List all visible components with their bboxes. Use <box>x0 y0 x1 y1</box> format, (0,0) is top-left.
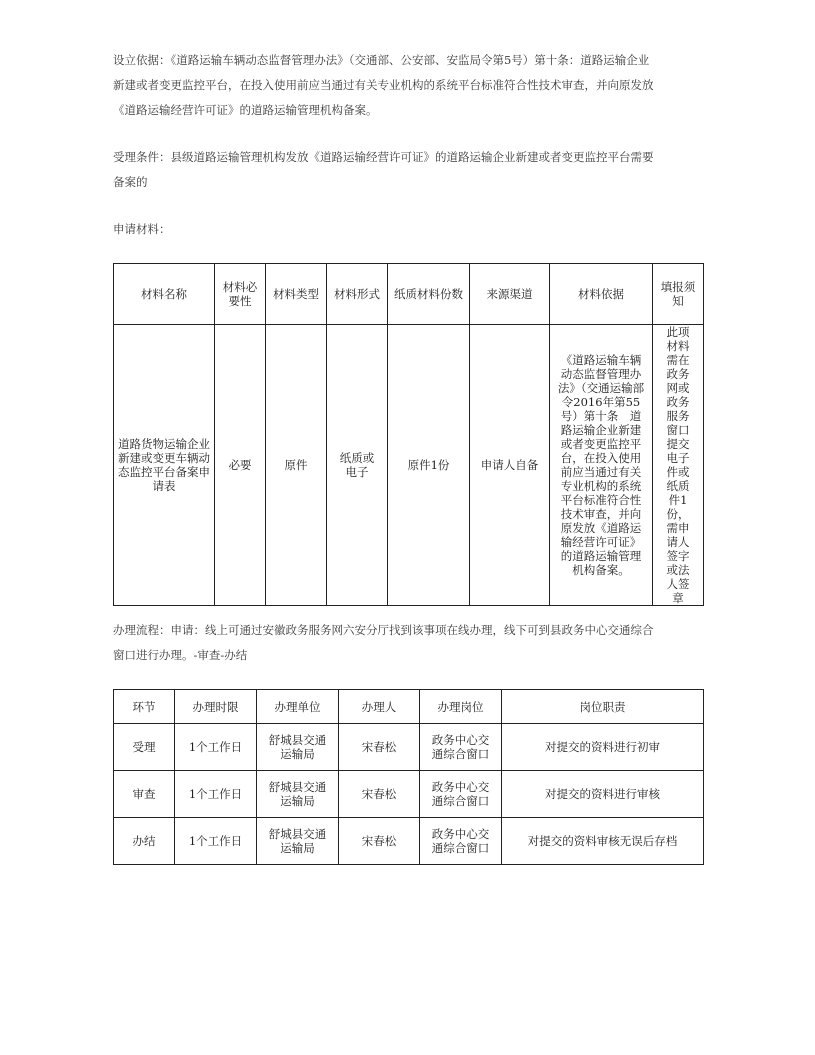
materials-heading: 申请材料： <box>113 222 171 236</box>
duty-cell: 对提交的资料审核无误后存档 <box>502 818 704 865</box>
header-cell: 材料依据 <box>550 264 653 325</box>
person-cell: 宋春松 <box>339 724 420 771</box>
conditions-line: 备案的 <box>113 175 148 189</box>
header-cell: 材料名称 <box>114 264 215 325</box>
material-copies-cell: 原件1份 <box>388 325 470 606</box>
person-cell: 宋春松 <box>339 818 420 865</box>
material-name-cell: 道路货物运输企业新建或变更车辆动态监控平台备案申请表 <box>114 325 215 606</box>
material-basis-cell: 《道路运输车辆动态监督管理办法》（交通运输部令2016年第55号）第十条 道路运输企业新建或者变更监控平台，在投入使用前应当通过有关专业机构的系统平台标准符合性技术审查，并向原发放《道路运输经营许可证》的道路运输管理机构备案。 <box>550 325 653 606</box>
table-row <box>114 325 704 606</box>
material-form-cell: 纸质或电子 <box>327 325 388 606</box>
post-cell: 政务中心交通综合窗口 <box>420 724 502 771</box>
step-cell: 受理 <box>114 724 175 771</box>
process-paragraph <box>113 618 703 668</box>
basis-line: 《道路运输经营许可证》的道路运输管理机构备案。 <box>113 103 378 117</box>
header-cell: 材料形式 <box>327 264 388 325</box>
process-header-row <box>114 690 704 724</box>
header-cell: 岗位职责 <box>502 690 704 724</box>
header-cell: 办理单位 <box>257 690 339 724</box>
unit-cell: 舒城县交通运输局 <box>257 818 339 865</box>
process-table <box>113 689 704 865</box>
header-cell: 办理时限 <box>175 690 257 724</box>
time-cell: 1个工作日 <box>175 818 257 865</box>
step-cell: 审查 <box>114 771 175 818</box>
header-cell: 办理人 <box>339 690 420 724</box>
table-row <box>114 724 704 771</box>
header-cell: 材料必要性 <box>215 264 266 325</box>
header-cell: 办理岗位 <box>420 690 502 724</box>
process-line: 窗口进行办理。-审查-办结 <box>113 648 248 662</box>
table-row <box>114 818 704 865</box>
header-cell: 填报须知 <box>653 264 704 325</box>
process-line: 办理流程：申请：线上可通过安徽政务服务网六安分厅找到该事项在线办理，线下可到县政务中心交通综合 <box>113 623 654 637</box>
person-cell: 宋春松 <box>339 771 420 818</box>
basis-paragraph <box>113 48 703 123</box>
header-cell: 来源渠道 <box>470 264 550 325</box>
material-necessity-cell: 必要 <box>215 325 266 606</box>
material-type-cell: 原件 <box>266 325 327 606</box>
header-cell: 材料类型 <box>266 264 327 325</box>
material-source-cell: 申请人自备 <box>470 325 550 606</box>
materials-table <box>113 263 704 606</box>
unit-cell: 舒城县交通运输局 <box>257 724 339 771</box>
unit-cell: 舒城县交通运输局 <box>257 771 339 818</box>
post-cell: 政务中心交通综合窗口 <box>420 818 502 865</box>
duty-cell: 对提交的资料进行初审 <box>502 724 704 771</box>
materials-header-row <box>114 264 704 325</box>
conditions-line: 受理条件：县级道路运输管理机构发放《道路运输经营许可证》的道路运输企业新建或者变更监控平台需要 <box>113 150 654 164</box>
header-cell: 环节 <box>114 690 175 724</box>
step-cell: 办结 <box>114 818 175 865</box>
material-notes-cell: 此项材料需在政务网或政务服务窗口提交电子件或纸质件1份，需申请人签字或法人签章 <box>653 325 704 606</box>
header-cell: 纸质材料份数 <box>388 264 470 325</box>
post-cell: 政务中心交通综合窗口 <box>420 771 502 818</box>
basis-line: 新建或者变更监控平台，在投入使用前应当通过有关专业机构的系统平台标准符合性技术审查，并向原发放 <box>113 78 654 92</box>
time-cell: 1个工作日 <box>175 724 257 771</box>
table-row <box>114 771 704 818</box>
basis-line: 设立依据：《道路运输车辆动态监督管理办法》（交通部、公安部、安监局令第5号）第十条：道路运输企业 <box>113 53 650 67</box>
conditions-paragraph <box>113 145 703 195</box>
time-cell: 1个工作日 <box>175 771 257 818</box>
duty-cell: 对提交的资料进行审核 <box>502 771 704 818</box>
